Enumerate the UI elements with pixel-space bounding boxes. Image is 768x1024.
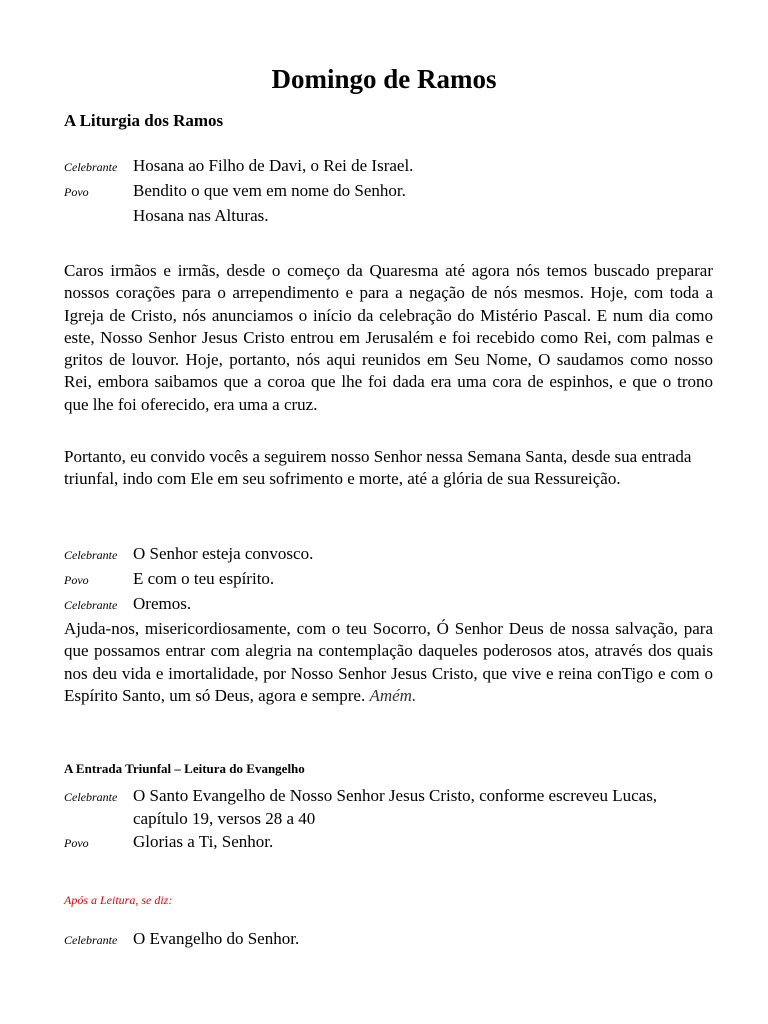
- dialogue-block: [64, 784, 714, 855]
- speaker-label: Povo: [64, 185, 89, 199]
- dialogue-text: O Evangelho do Senhor.: [133, 929, 300, 948]
- dialogue-block: [64, 542, 714, 617]
- rubric-note: Após a Leitura, se diz:: [64, 893, 173, 907]
- dialogue-line: [64, 154, 714, 179]
- dialogue-line: [64, 927, 714, 952]
- intro-paragraph: Caros irmãos e irmãs, desde o começo da Quaresma até agora nós temos buscado preparar nossos corações para o arrependimento e para a negação de nós mesmos. Hoje, com toda a Igreja de Cristo, nós anunciamos o início da celebração do Mistério Pascal. E num dia como este, Nosso Senhor Jesus Cristo entrou em Jerusalém e foi recebido como Rei, com palmas e gritos de louvor. Hoje, portanto, nós aqui reunidos em Seu Nome, O saudamos como nosso Rei, embora saibamos que a coroa que lhe foi dada era uma cora de espinhos, e que o trono que lhe foi oferecido, era uma a cruz.: [64, 261, 713, 414]
- speaker-label: Povo: [64, 573, 89, 587]
- speaker-label: Celebrante: [64, 160, 118, 174]
- prayer-paragraph: [64, 618, 713, 707]
- dialogue-line: [64, 179, 714, 204]
- speaker-label: Povo: [64, 836, 89, 850]
- speaker-label: Celebrante: [64, 598, 118, 612]
- dialogue-text: E com o teu espírito.: [133, 569, 275, 588]
- dialogue-text: Hosana nas Alturas.: [133, 206, 269, 225]
- dialogue-text: Oremos.: [133, 594, 192, 613]
- gospel-heading: A Entrada Triunfal – Leitura do Evangelho: [64, 761, 305, 776]
- dialogue-text: Bendito o que vem em nome do Senhor.: [133, 181, 406, 200]
- section-heading: A Liturgia dos Ramos: [64, 111, 224, 130]
- dialogue-text: O Santo Evangelho de Nosso Senhor Jesus Cristo, conforme escreveu Lucas, capítulo 19, versos 28 a 40: [133, 786, 658, 828]
- dialogue-text: Hosana ao Filho de Davi, o Rei de Israel.: [133, 156, 414, 175]
- dialogue-line: [64, 592, 714, 617]
- dialogue-line: [64, 542, 714, 567]
- dialogue-block: [64, 154, 714, 227]
- dialogue-line: [64, 204, 714, 227]
- page-title: Domingo de Ramos: [271, 64, 497, 94]
- dialogue-line: [64, 784, 714, 830]
- dialogue-line: [64, 830, 714, 855]
- prayer-text: Ajuda-nos, misericordiosamente, com o teu Socorro, Ó Senhor Deus de nossa salvação, para que possamos entrar com alegria na contemplação daqueles poderosos atos, através dos quais nos deu vida e imortalidade, por Nosso Senhor Jesus Cristo, que vive e reina conTigo e com o Espírito Santo, um só Deus, agora e sempre.: [64, 619, 713, 705]
- dialogue-line: [64, 567, 714, 592]
- amen-text: Amém.: [369, 685, 417, 705]
- invitation-paragraph: Portanto, eu convido vocês a seguirem nosso Senhor nessa Semana Santa, desde sua entrada triunfal, indo com Ele em seu sofrimento e morte, até a glória de sua Ressureição.: [64, 447, 692, 489]
- speaker-label: Celebrante: [64, 933, 118, 947]
- dialogue-text: O Senhor esteja convosco.: [133, 544, 314, 563]
- speaker-label: Celebrante: [64, 548, 118, 562]
- dialogue-block: [64, 927, 714, 952]
- speaker-label: Celebrante: [64, 790, 118, 804]
- dialogue-text: Glorias a Ti, Senhor.: [133, 832, 274, 851]
